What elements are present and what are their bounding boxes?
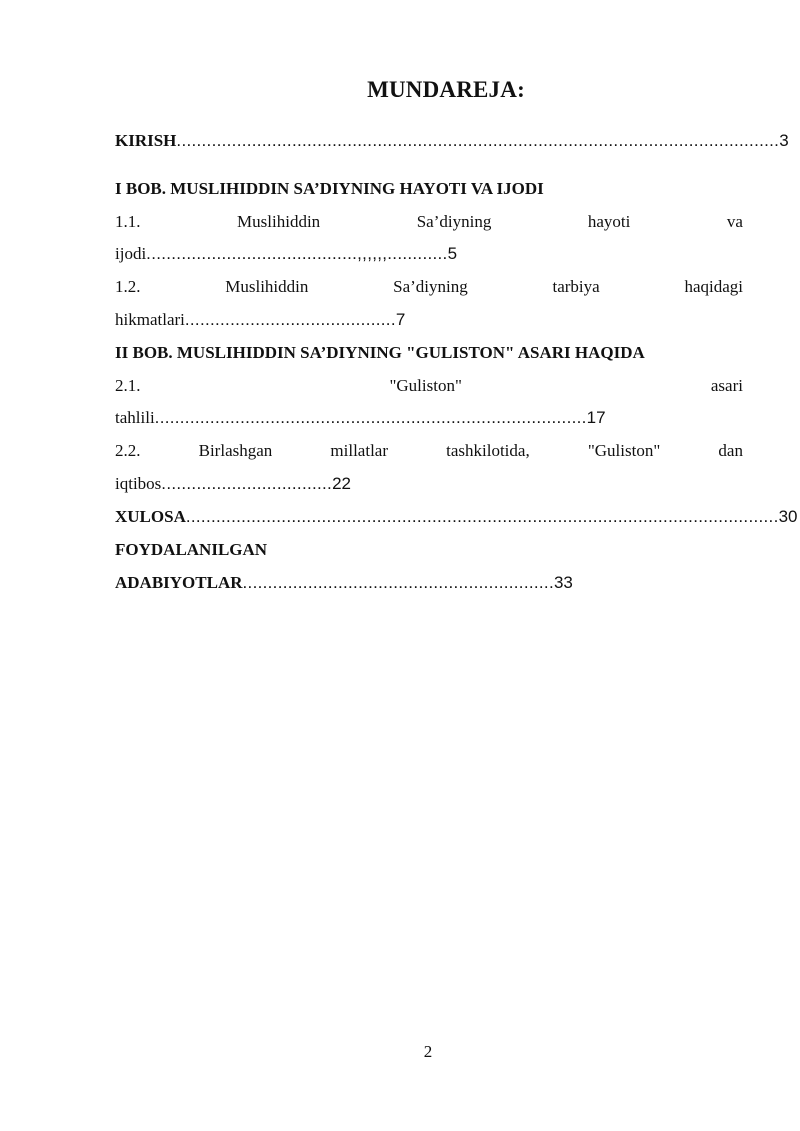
toc-dot-leader: ...................................................................................... [154,408,587,427]
toc-word: millatlar [330,441,388,460]
toc-word: tashkilotida, [446,441,530,460]
toc-word: 1.1. [115,212,141,231]
toc-entry-label: ADABIYOTLAR [115,573,243,592]
toc-entry-1-1[interactable] [115,212,743,232]
toc-word: asari [710,376,743,395]
toc-word: "Guliston" [389,376,462,395]
toc-entry-text: iqtibos [115,474,162,493]
toc-word: Muslihiddin [225,277,309,296]
toc-word: 1.2. [115,277,141,296]
page-title: MUNDAREJA: [367,77,525,102]
toc-entry-2-1[interactable] [115,376,743,396]
toc-entry-label: KIRISH [115,131,177,150]
toc-dot-leader: ........................................................................................................................ [176,131,780,150]
toc-dot-leader: .................................. [161,474,333,493]
toc-entry-1-2[interactable] [115,277,743,297]
toc-word: Muslihiddin [237,212,321,231]
toc-entry-2-2-continuation[interactable] [115,474,743,494]
toc-entry-adabiyotlar[interactable] [115,573,743,593]
toc-word: va [726,212,743,231]
toc-entry-2-1-continuation[interactable] [115,408,743,428]
toc-word: Birlashgan [198,441,273,460]
toc-page-number: 22 [332,474,352,493]
toc-word: haqidagi [684,277,743,296]
toc-page-number: 30 [778,507,798,526]
toc-entry-text: ijodi [115,244,147,263]
toc-entry-foydalanilgan[interactable]: FOYDALANILGAN [115,540,268,559]
toc-word: "Guliston" [587,441,661,460]
toc-word: tarbiya [552,277,600,296]
toc-page-number: 3 [779,131,789,150]
toc-dot-leader: ...................................................................................................................... [185,507,779,526]
toc-word: Sa’diyning [416,212,492,231]
toc-word: 2.1. [115,376,141,395]
toc-page-number: 17 [586,408,606,427]
toc-dot-leader: .......................................... [184,310,396,329]
toc-dot-leader: ..........................................,,,,,,............ [146,244,448,263]
toc-entry-1-1-continuation[interactable] [115,244,743,264]
toc-word: Sa’diyning [393,277,468,296]
toc-dot-leader: .............................................................. [242,573,554,592]
toc-page-number: 5 [447,244,458,263]
toc-chapter-2-heading[interactable]: II BOB. MUSLIHIDDIN SA’DIYNING "GULISTON" ASARI HAQIDA [115,343,645,362]
toc-page-number: 7 [395,310,406,329]
toc-word: dan [718,441,743,460]
toc-entry-text: hikmatlari [115,310,185,329]
toc-word: 2.2. [115,441,141,460]
toc-chapter-1-heading[interactable]: I BOB. MUSLIHIDDIN SA’DIYNING HAYOTI VA IJODI [115,179,544,198]
toc-word: hayoti [587,212,631,231]
toc-entry-label: XULOSA [115,507,186,526]
toc-page-number: 33 [553,573,573,592]
page-number: 2 [423,1042,433,1061]
toc-entry-1-2-continuation[interactable] [115,310,743,330]
toc-entry-text: tahlili [115,408,155,427]
toc-entry-2-2[interactable] [115,441,743,461]
toc-entry-kirish[interactable] [115,131,789,151]
toc-entry-xulosa[interactable] [115,507,798,527]
